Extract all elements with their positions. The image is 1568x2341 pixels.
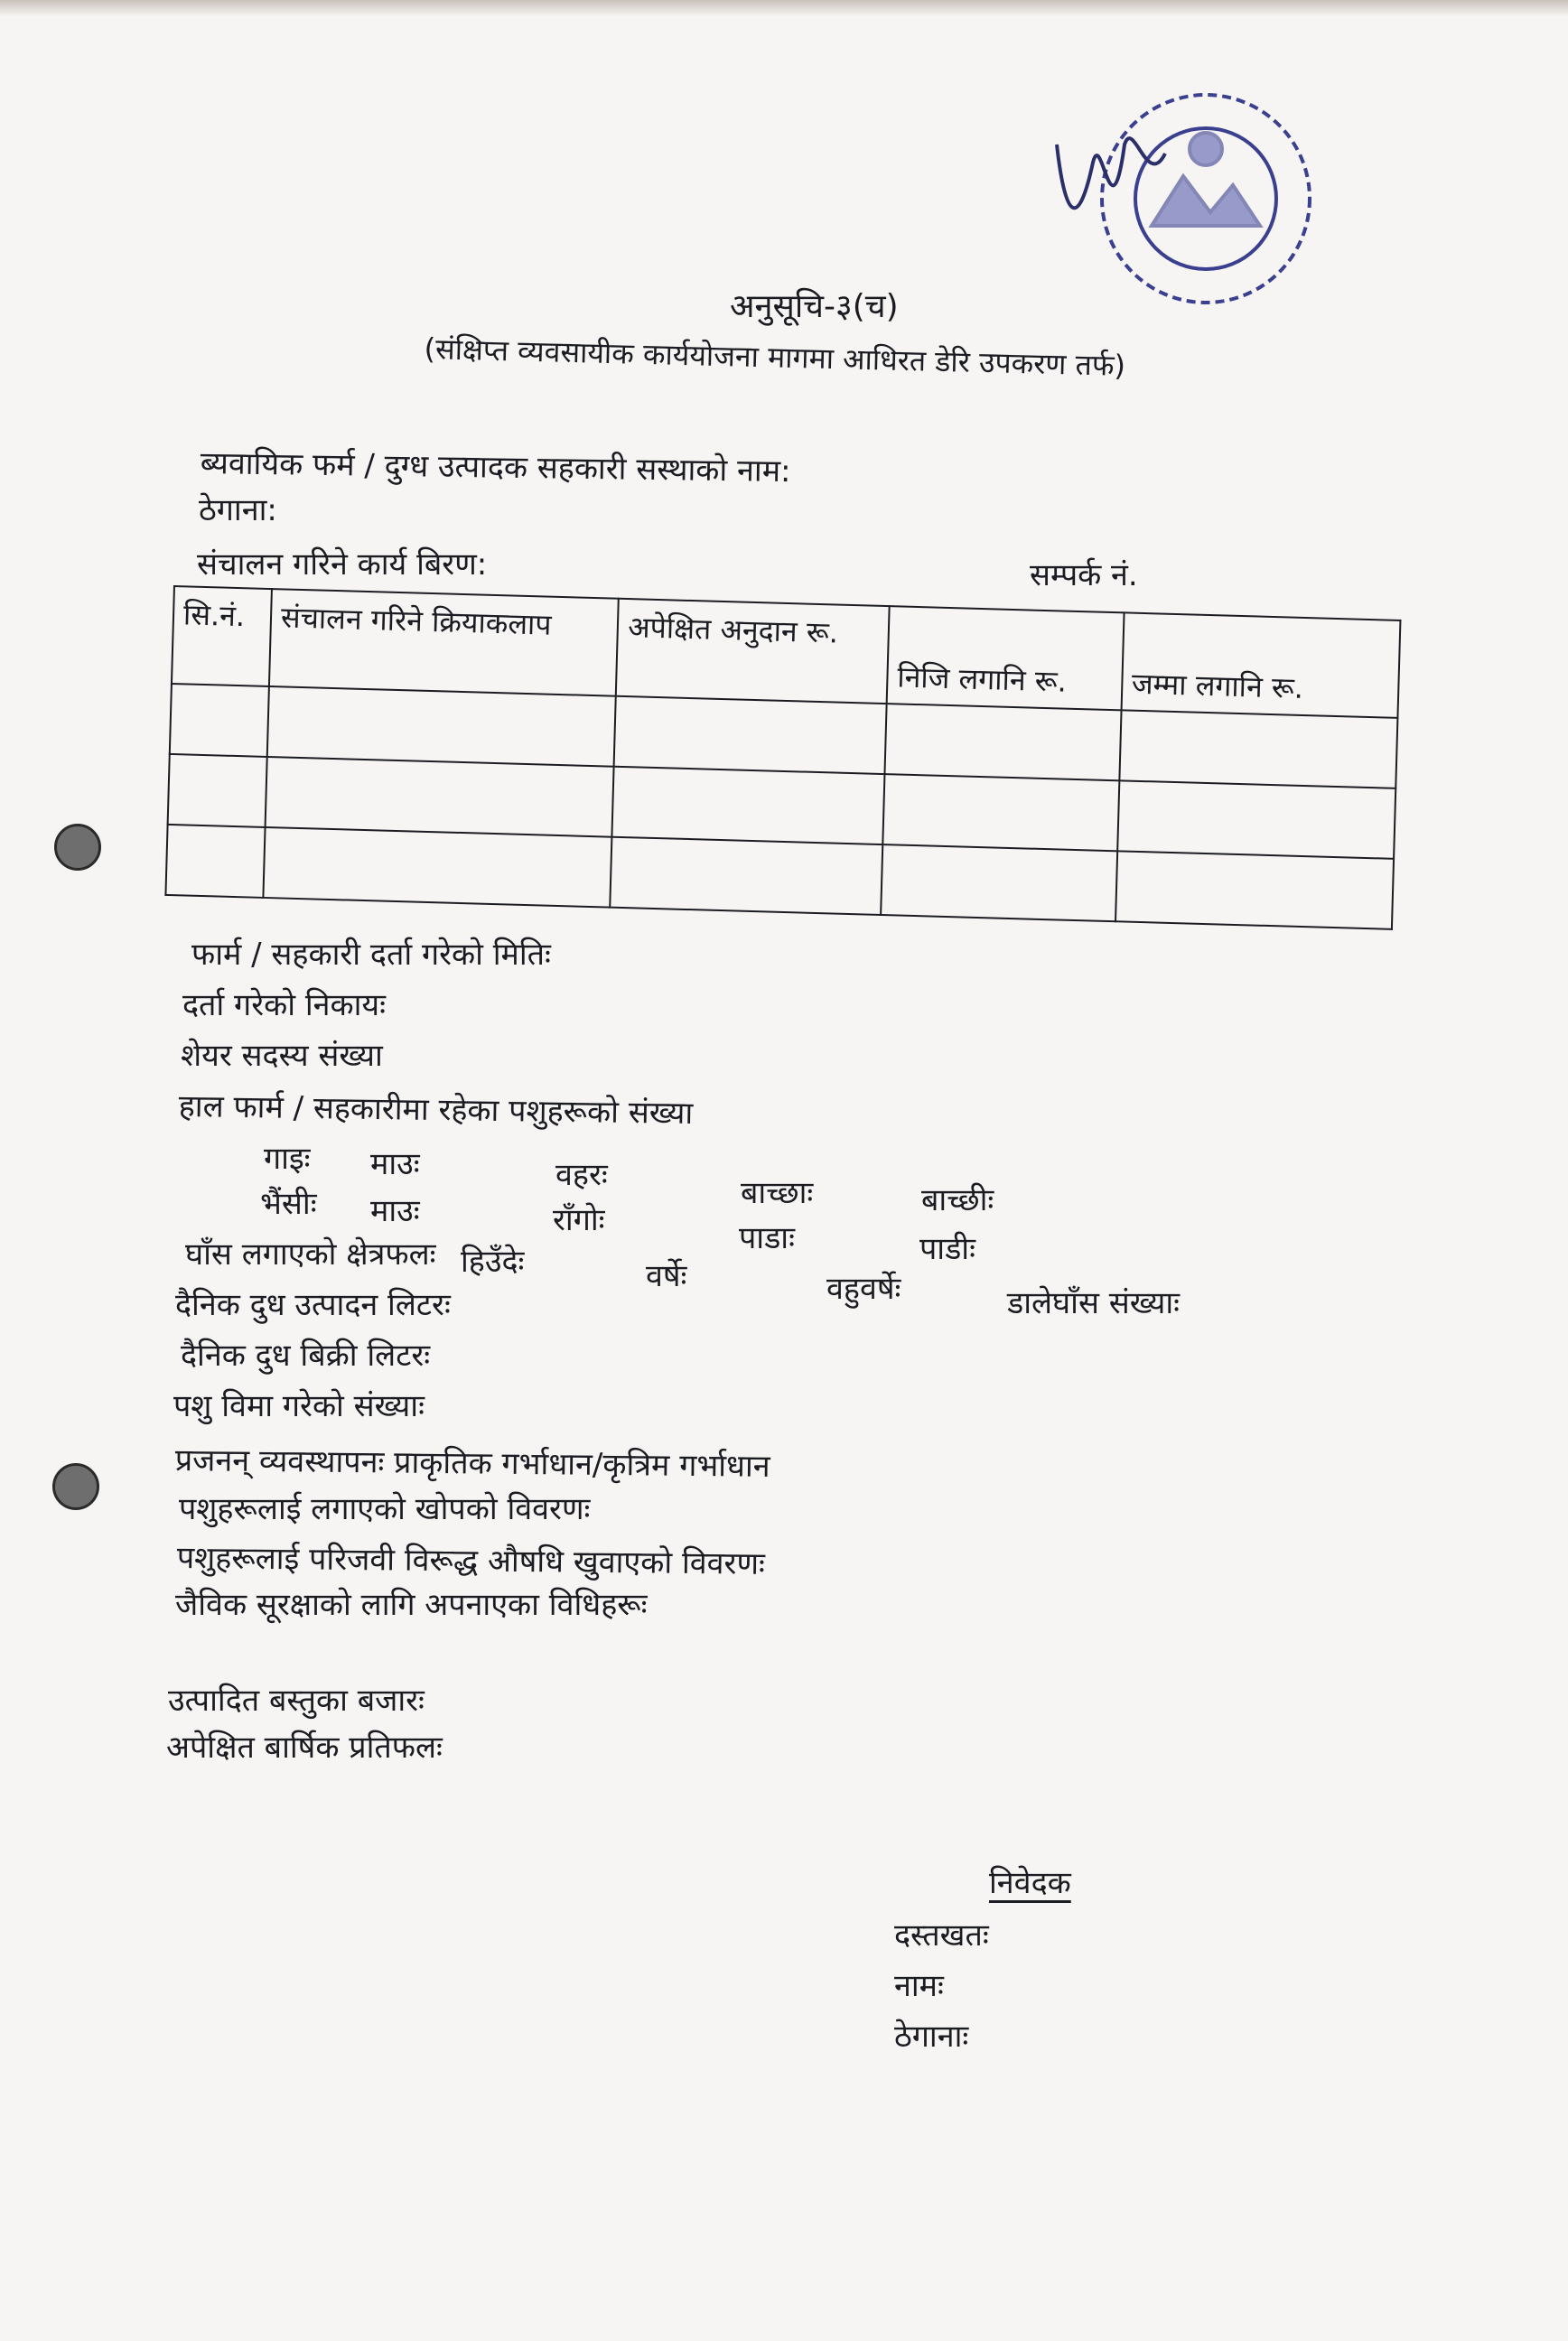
office-stamp — [1039, 90, 1337, 352]
female-calf-label: बाच्छीः — [921, 1182, 994, 1218]
buffalo-mother-label: माउः — [370, 1193, 420, 1229]
col-activity: संचालन गरिने क्रियाकलाप — [269, 589, 619, 696]
female-buffalo-calf-label: पाडीः — [919, 1231, 975, 1267]
cow-label: गाइः — [264, 1141, 311, 1177]
registration-body-label: दर्ता गरेको निकायः — [182, 987, 387, 1023]
buffalo-label: भैंसीः — [260, 1186, 317, 1222]
male-buffalo-calf-label: पाडाः — [739, 1220, 795, 1256]
document-title: अनुसूचि-३(च) — [730, 288, 899, 325]
annual-return-label: अपेक्षित बार्षिक प्रतिफलः — [166, 1730, 443, 1766]
registration-date-label: फार्म / सहकारी दर्ता गरेको मितिः — [191, 937, 551, 973]
contact-label: सम्पर्क नं. — [1030, 557, 1138, 593]
deworming-label: पशुहरूलाई परिजवी विरूद्ध औषधि खुवाएको विवरणः — [176, 1540, 766, 1582]
daily-milk-sale-label: दैनिक दुध बिक्री लिटरः — [181, 1338, 431, 1374]
punch-hole-bottom — [52, 1463, 99, 1510]
table-cell — [882, 774, 1119, 851]
ox-label: वहरः — [555, 1157, 608, 1193]
table-cell — [1115, 851, 1395, 929]
breeding-management-label: प्रजनन् व्यवस्थापनः प्राकृतिक गर्भाधान/कृत्रिम गर्भाधान — [174, 1442, 770, 1485]
fodder-trees-label: डालेघाँस संख्याः — [1007, 1285, 1181, 1321]
document-subtitle: (संक्षिप्त व्यवसायीक कार्ययोजना मागमा आधिरत डेरि उपकरण तर्फ) — [424, 331, 1126, 383]
table-cell — [881, 844, 1117, 921]
table-cell — [168, 754, 267, 827]
table-cell — [884, 704, 1121, 780]
table-cell — [1119, 710, 1398, 788]
col-total-investment: जम्मा लगानि रू. — [1121, 612, 1400, 718]
insured-livestock-label: पशु विमा गरेको संख्याः — [173, 1388, 425, 1424]
applicant-heading: निवेदक — [989, 1865, 1071, 1901]
daily-milk-production-label: दैनिक दुध उत्पादन लिटरः — [175, 1287, 451, 1323]
livestock-count-label: हाल फार्म / सहकारीमा रहेका पशुहरूको संख्या — [178, 1088, 694, 1132]
table-cell — [170, 684, 269, 757]
activity-table — [164, 585, 1401, 930]
vaccination-label: पशुहरूलाई लगाएको खोपको विवरणः — [179, 1491, 591, 1527]
cow-mother-label: माउः — [370, 1146, 420, 1182]
grass-area-label: घाँस लगाएको क्षेत्रफलः — [185, 1236, 436, 1273]
applicant-address-label: ठेगानाः — [894, 2019, 969, 2055]
table-cell — [267, 686, 616, 767]
applicant-name-label: नामः — [894, 1968, 944, 2004]
winter-grass-label: हिउँदेः — [461, 1244, 525, 1280]
applicant-signature-label: दस्तखतः — [894, 1917, 989, 1954]
biosecurity-label: जैविक सूरक्षाको लागि अपनाएका विधिहरूः — [175, 1587, 648, 1623]
col-private-investment: निजि लगानि रू. — [887, 606, 1125, 710]
table-cell — [614, 696, 887, 774]
he-buffalo-label: राँगोः — [553, 1202, 605, 1238]
male-calf-label: बाच्छाः — [741, 1175, 814, 1211]
page-top-edge — [0, 0, 1568, 16]
perennial-grass-label: वहुवर्षेः — [826, 1271, 901, 1307]
farm-name-label: ब्यवायिक फर्म / दुग्ध उत्पादक सहकारी सस्थाको नाम: — [200, 445, 791, 490]
table-cell — [263, 827, 611, 908]
col-expected-grant: अपेक्षित अनुदान रू. — [616, 599, 889, 704]
table-cell — [266, 757, 614, 837]
table-cell — [612, 767, 885, 844]
table-cell — [165, 825, 265, 898]
annual-grass-label: वर्षेः — [646, 1258, 687, 1294]
table-cell — [1117, 780, 1396, 859]
table-cell — [611, 837, 883, 915]
market-label: उत्पादित बस्तुका बजारः — [168, 1683, 425, 1719]
punch-hole-top — [54, 824, 101, 871]
address-label: ठेगाना: — [199, 492, 277, 528]
activity-details-label: संचालन गरिने कार्य बिरण: — [197, 546, 488, 583]
shareholders-label: शेयर सदस्य संख्या — [181, 1038, 383, 1074]
col-serial: सि.नं. — [172, 586, 272, 686]
